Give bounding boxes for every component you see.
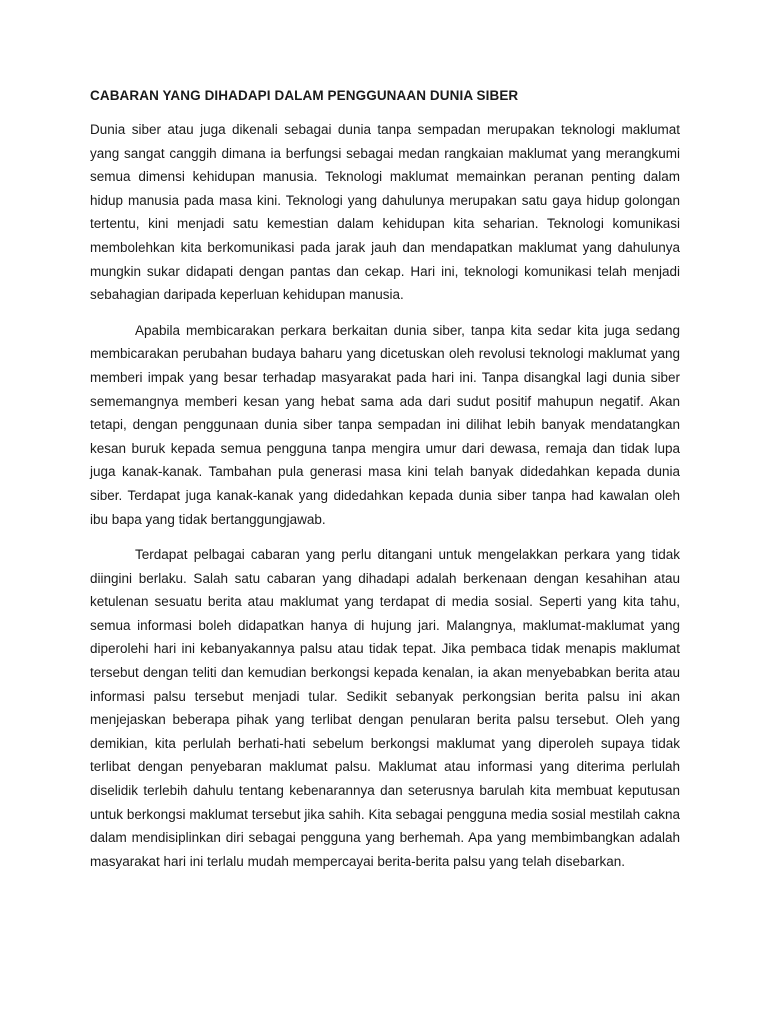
paragraph-2: Apabila membicarakan perkara berkaitan dunia siber, tanpa kita sedar kita juga sedang membicarakan perubahan budaya baharu yang dicetuskan oleh revolusi teknologi maklumat yang memberi impak yang besar terhadap masyarakat pada hari ini. Tanpa disangkal lagi dunia siber sememangnya memberi kesan yang hebat sama ada dari sudut positif mahupun negatif. Akan tetapi, dengan penggunaan dunia siber tanpa sempadan ini dilihat lebih banyak mendatangkan kesan buruk kepada semua pengguna tanpa mengira umur dari dewasa, remaja dan tidak lupa juga kanak-kanak. Tambahan pula generasi masa kini telah banyak didedahkan kepada dunia siber. Terdapat juga kanak-kanak yang didedahkan kepada dunia siber tanpa had kawalan oleh ibu bapa yang tidak bertanggungjawab. <box>90 322 680 527</box>
paragraph-1: Dunia siber atau juga dikenali sebagai dunia tanpa sempadan merupakan teknologi maklumat yang sangat canggih dimana ia berfungsi sebagai medan rangkaian maklumat yang merangkumi semua dimensi kehidupan manusia. Teknologi maklumat memainkan peranan penting dalam hidup manusia pada masa kini. Teknologi yang dahulunya merupakan satu gaya hidup golongan tertentu, kini menjadi satu kemestian dalam kehidupan kita seharian. Teknologi komunikasi membolehkan kita berkomunikasi pada jarak jauh dan mendapatkan maklumat yang dahulunya mungkin sukar didapati dengan pantas dan cekap. Hari ini, teknologi komunikasi telah menjadi sebahagian daripada keperluan kehidupan manusia. <box>90 122 680 303</box>
paragraph-3: Terdapat pelbagai cabaran yang perlu ditangani untuk mengelakkan perkara yang tidak diingini berlaku. Salah satu cabaran yang dihadapi adalah berkenaan dengan kesahihan atau ketulenan sesuatu berita atau maklumat yang terdapat di media sosial. Seperti yang kita tahu, semua informasi boleh didapatkan hanya di hujung jari. Malangnya, maklumat-maklumat yang diperolehi hari ini kebanyakannya palsu atau tidak tepat. Jika pembaca tidak menapis maklumat tersebut dengan teliti dan kemudian berkongsi kepada kenalan, ia akan menyebabkan berita atau informasi palsu tersebut menjadi tular. Sedikit sebanyak perkongsian berita palsu ini akan menjejaskan beberapa pihak yang terlibat dengan penularan berita palsu tersebut. Oleh yang demikian, kita perlulah berhati-hati sebelum berkongsi maklumat yang diperoleh supaya tidak terlibat dengan penyebaran maklumat palsu. Maklumat atau informasi yang diterima perlulah diselidik terlebih dahulu tentang kebenarannya dan seterusnya barulah kita membuat keputusan untuk berkongsi maklumat tersebut jika sahih. Kita sebagai pengguna media sosial mestilah cakna dalam mendisiplinkan diri sebagai pengguna yang berhemah. Apa yang membimbangkan adalah masyarakat hari ini terlalu mudah mempercayai berita-berita palsu yang telah disebarkan. <box>90 547 680 869</box>
document-page <box>90 88 680 885</box>
document-title: CABARAN YANG DIHADAPI DALAM PENGGUNAAN DUNIA SIBER <box>90 88 519 103</box>
